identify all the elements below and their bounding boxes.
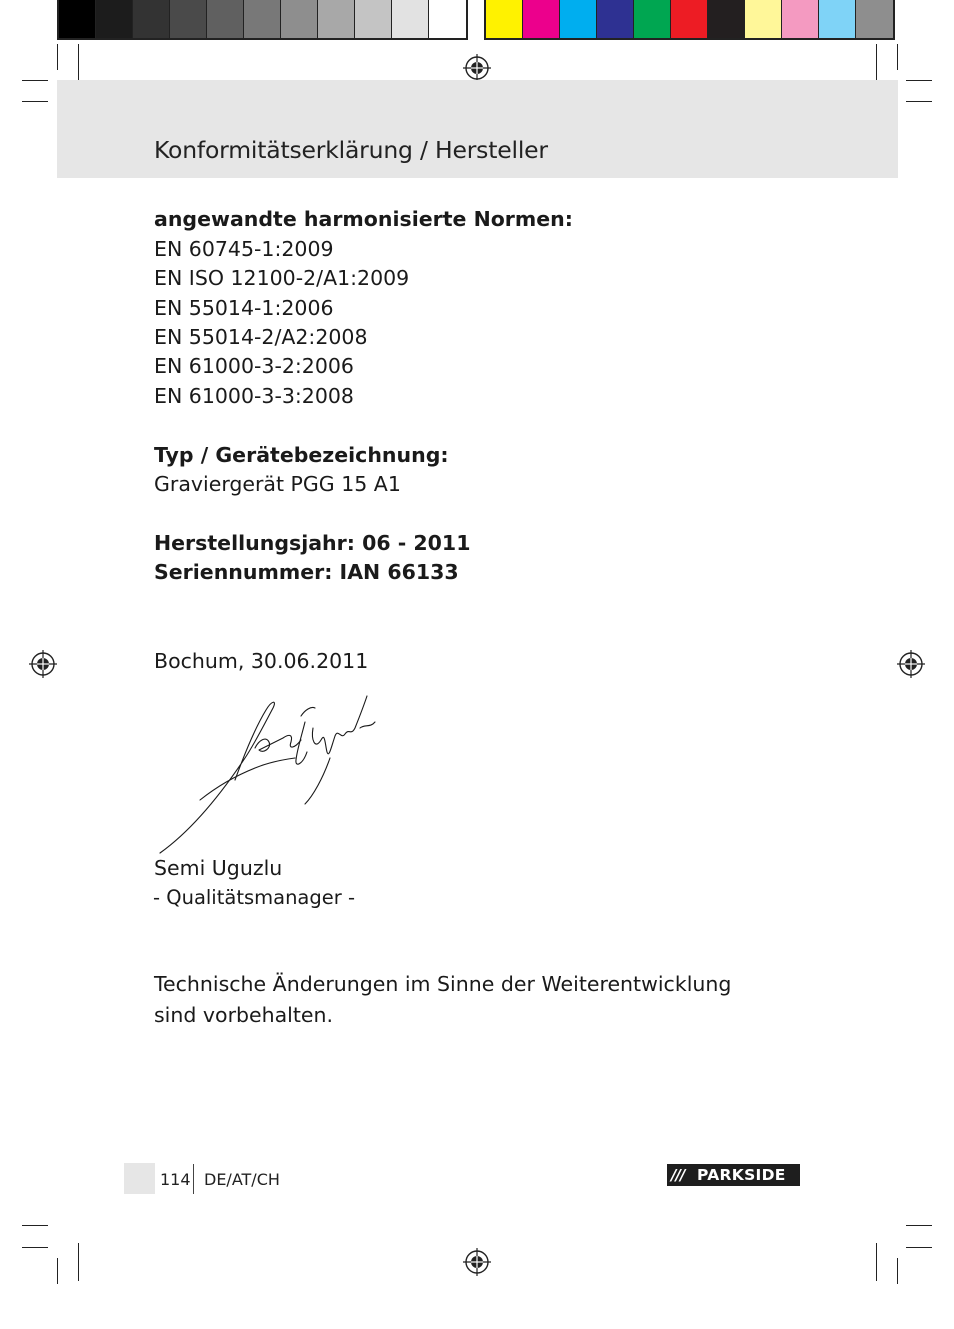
disclaimer-line: Technische Änderungen im Sinne der Weiterentwicklung — [154, 972, 732, 996]
logo-slashes: /// — [671, 1166, 685, 1184]
registration-mark-icon — [28, 649, 58, 679]
color-swatch — [597, 0, 634, 38]
gray-swatch — [207, 0, 244, 38]
gray-swatch — [170, 0, 207, 38]
gray-swatch — [59, 0, 96, 38]
standard-item: EN 60745-1:2009 — [154, 237, 334, 261]
color-swatch — [523, 0, 560, 38]
color-swatch — [486, 0, 523, 38]
color-swatch — [560, 0, 597, 38]
footer-languages: DE/AT/CH — [204, 1170, 280, 1189]
color-swatch — [745, 0, 782, 38]
gray-swatch — [281, 0, 318, 38]
registration-mark-icon — [462, 1247, 492, 1277]
logo-brand: PARKSIDE — [697, 1166, 786, 1184]
footer-marker — [124, 1163, 155, 1194]
standard-item: EN 55014-2/A2:2008 — [154, 325, 368, 349]
footer-divider — [193, 1164, 194, 1194]
color-swatch — [708, 0, 745, 38]
color-swatch — [819, 0, 856, 38]
serial-number: Seriennummer: IAN 66133 — [154, 560, 459, 584]
signer-role: - Qualitätsmanager - — [153, 886, 356, 909]
color-swatch — [634, 0, 671, 38]
gray-swatch — [244, 0, 281, 38]
grayscale-color-bar — [57, 0, 468, 40]
gray-swatch — [96, 0, 133, 38]
registration-mark-icon — [896, 649, 926, 679]
parkside-logo — [667, 1164, 800, 1186]
gray-swatch — [355, 0, 392, 38]
handwritten-signature-icon — [155, 688, 395, 858]
gray-swatch — [133, 0, 170, 38]
type-value: Graviergerät PGG 15 A1 — [154, 472, 401, 496]
type-heading: Typ / Gerätebezeichnung: — [154, 443, 449, 467]
signer-name: Semi Uguzlu — [154, 856, 283, 880]
standard-item: EN 61000-3-3:2008 — [154, 384, 354, 408]
color-swatch — [856, 0, 893, 38]
disclaimer-line: sind vorbehalten. — [154, 1003, 334, 1027]
process-color-bar — [484, 0, 895, 40]
color-swatch — [782, 0, 819, 38]
gray-swatch — [392, 0, 429, 38]
page-number: 114 — [160, 1170, 191, 1189]
standard-item: EN ISO 12100-2/A1:2009 — [154, 266, 410, 290]
color-swatch — [671, 0, 708, 38]
gray-swatch — [429, 0, 466, 38]
registration-mark-icon — [462, 53, 492, 83]
page-title: Konformitätserklärung / Hersteller — [154, 136, 548, 164]
place-date: Bochum, 30.06.2011 — [154, 649, 369, 673]
gray-swatch — [318, 0, 355, 38]
production-year: Herstellungsjahr: 06 - 2011 — [154, 531, 471, 555]
standard-item: EN 55014-1:2006 — [154, 296, 334, 320]
standard-item: EN 61000-3-2:2006 — [154, 354, 354, 378]
standards-heading: angewandte harmonisierte Normen: — [154, 207, 573, 231]
